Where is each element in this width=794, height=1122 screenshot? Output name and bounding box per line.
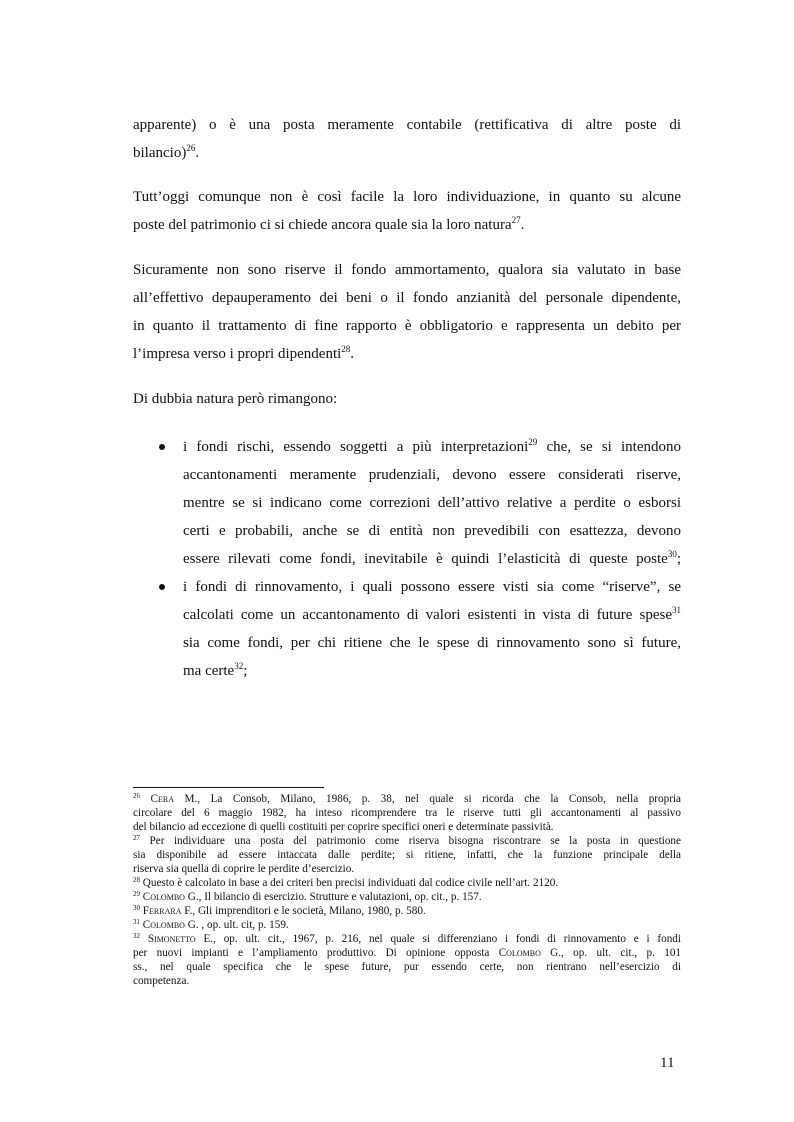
footnote-line: circolare del 6 maggio 1982, ha inteso ricomprendere tra le riserve tutti gli accantonamenti al passivo	[133, 807, 681, 819]
footnote-ref: 28	[341, 344, 351, 354]
footnote-line: sia disponibile ad essere intaccata dalle perdite; si ritiene, infatti, che la funzione principale della	[133, 849, 681, 861]
footnote-line: ss., nel quale specifica che le spese future, pur essendo certe, non rientrano nell’esercizio di	[133, 961, 681, 973]
footnote-author: Ferrara	[142, 905, 182, 917]
footnote-ref: 32	[234, 661, 244, 671]
footnote-number: 27	[133, 834, 140, 842]
paragraph-3	[133, 256, 681, 368]
bullet-line: certi e probabili, anche se di entità non prevedibili con esattezza, devono	[183, 523, 681, 539]
footnote-number: 32	[133, 932, 140, 940]
bullet-line: i fondi di rinnovamento, i quali possono essere visti sia come “riserve”, se	[183, 579, 681, 595]
footnote-number: 28	[133, 876, 140, 884]
paragraph-1	[133, 111, 681, 167]
footnote-author: Colombo	[498, 947, 541, 959]
paragraph-line: apparente) o è una posta meramente contabile (rettificativa di altre poste di	[133, 117, 681, 133]
footnote-number: 30	[133, 904, 140, 912]
footnote-line: riserva sia quella di coprire le perdite d’esercizio.	[133, 863, 355, 875]
footnote-line: $^{30}$ Ferrara F., Gli imprenditori e le società, Milano, 1980, p. 580.	[133, 904, 426, 917]
footnote-28	[133, 876, 681, 890]
bullet-line: accantonamenti meramente prudenziali, devono essere considerati riserve,	[183, 467, 681, 483]
footnote-31	[133, 918, 681, 932]
footnote-ref: 27	[511, 215, 521, 225]
paragraph-line: bilancio)$^{26}$.	[133, 143, 200, 161]
bullet-line: sia come fondi, per chi ritiene che le spese di rinnovamento sono sì future,	[183, 635, 681, 651]
bullet-icon	[159, 444, 165, 450]
footnote-author: Simonetto	[147, 933, 196, 945]
footnote-line: competenza.	[133, 975, 190, 987]
bullet-line: essere rilevati come fondi, inevitabile è quindi l’elasticità di queste poste$^{30}$;	[183, 549, 681, 567]
footnote-32	[133, 932, 681, 988]
footnote-line: $^{31}$ Colombo G. , op. ult. cit, p. 159.	[133, 918, 289, 931]
bullet-line: mentre se si indicano come correzioni dell’attivo relative a perdite o esborsi	[183, 495, 681, 511]
paragraph-2	[133, 183, 681, 239]
paragraph-line: Di dubbia natura però rimangono:	[133, 391, 338, 407]
footnote-line: per nuovi impianti e l’ampliamento produttivo. Di opinione opposta Colombo G., op. ult. cit., p. 101	[133, 947, 682, 959]
paragraph-line: in quanto il trattamento di fine rapporto è obbligatorio e rappresenta un debito per	[133, 318, 681, 334]
bullet-icon	[159, 584, 165, 590]
bullet-line: calcolati come un accantonamento di valori esistenti in vista di future spese$^{31}$	[183, 605, 681, 623]
bullet-list	[133, 433, 681, 685]
footnote-ref: 30	[667, 549, 677, 559]
footnote-author: Colombo	[142, 919, 185, 931]
footnotes	[133, 792, 681, 988]
paragraph-line: all’effettivo depauperamento dei beni o il fondo anzianità del personale dipendente,	[133, 290, 681, 306]
bullet-line: ma certe$^{32}$;	[183, 661, 248, 679]
footnote-separator	[133, 787, 324, 788]
footnote-number: 26	[133, 792, 140, 800]
paragraph-line: poste del patrimonio ci si chiede ancora quale sia la loro natura$^{27}$.	[133, 215, 525, 233]
footnote-30	[133, 904, 681, 918]
bullet-item-fondi-rinnovamento	[133, 573, 681, 685]
footnote-line: $^{29}$ Colombo G., Il bilancio di esercizio. Strutture e valutazioni, op. cit., p. 157.	[133, 890, 482, 903]
footnote-number: 29	[133, 890, 140, 898]
paragraph-line: Tutt’oggi comunque non è così facile la loro individuazione, in quanto su alcune	[133, 189, 681, 205]
page-number: 11	[660, 1055, 675, 1071]
bullet-item-fondi-rischi	[133, 433, 681, 573]
footnote-line: $^{28}$ Questo è calcolato in base a dei criteri ben precisi individuati dal codice civile nell’art. 2120.	[133, 876, 559, 889]
footnote-line: $^{32}$ Simonetto E., op. ult. cit., 1967, p. 216, nel quale si differenziano i fondi di rinnovamento e i fondi	[133, 932, 682, 945]
footnote-number: 31	[133, 918, 140, 926]
footnote-27	[133, 834, 681, 876]
footnote-line: $^{26}$ Cera M., La Consob, Milano, 1986, p. 38, nel quale si ricorda che la Consob, nella propria	[133, 792, 681, 805]
paragraph-line: l’impresa verso i propri dipendenti$^{28}$.	[133, 344, 355, 362]
footnote-29	[133, 890, 681, 904]
bullet-line: i fondi rischi, essendo soggetti a più interpretazioni$^{29}$ che, se si intendono	[183, 437, 681, 455]
footnote-ref: 29	[528, 437, 538, 447]
footnote-line: del bilancio ad eccezione di quelli costituiti per coprire specifici oneri e determinate passività.	[133, 821, 554, 833]
paragraph-line: Sicuramente non sono riserve il fondo ammortamento, qualora sia valutato in base	[133, 262, 681, 278]
footnote-author: Colombo	[142, 891, 185, 903]
footnote-26	[133, 792, 681, 834]
footnote-line: $^{27}$ Per individuare una posta del patrimonio come riserva bisogna riscontrare se la posta in questione	[133, 834, 681, 847]
footnote-ref: 26	[186, 143, 196, 153]
paragraph-4	[133, 385, 681, 413]
footnote-ref: 31	[672, 605, 681, 615]
footnote-author: Cera	[150, 793, 174, 805]
